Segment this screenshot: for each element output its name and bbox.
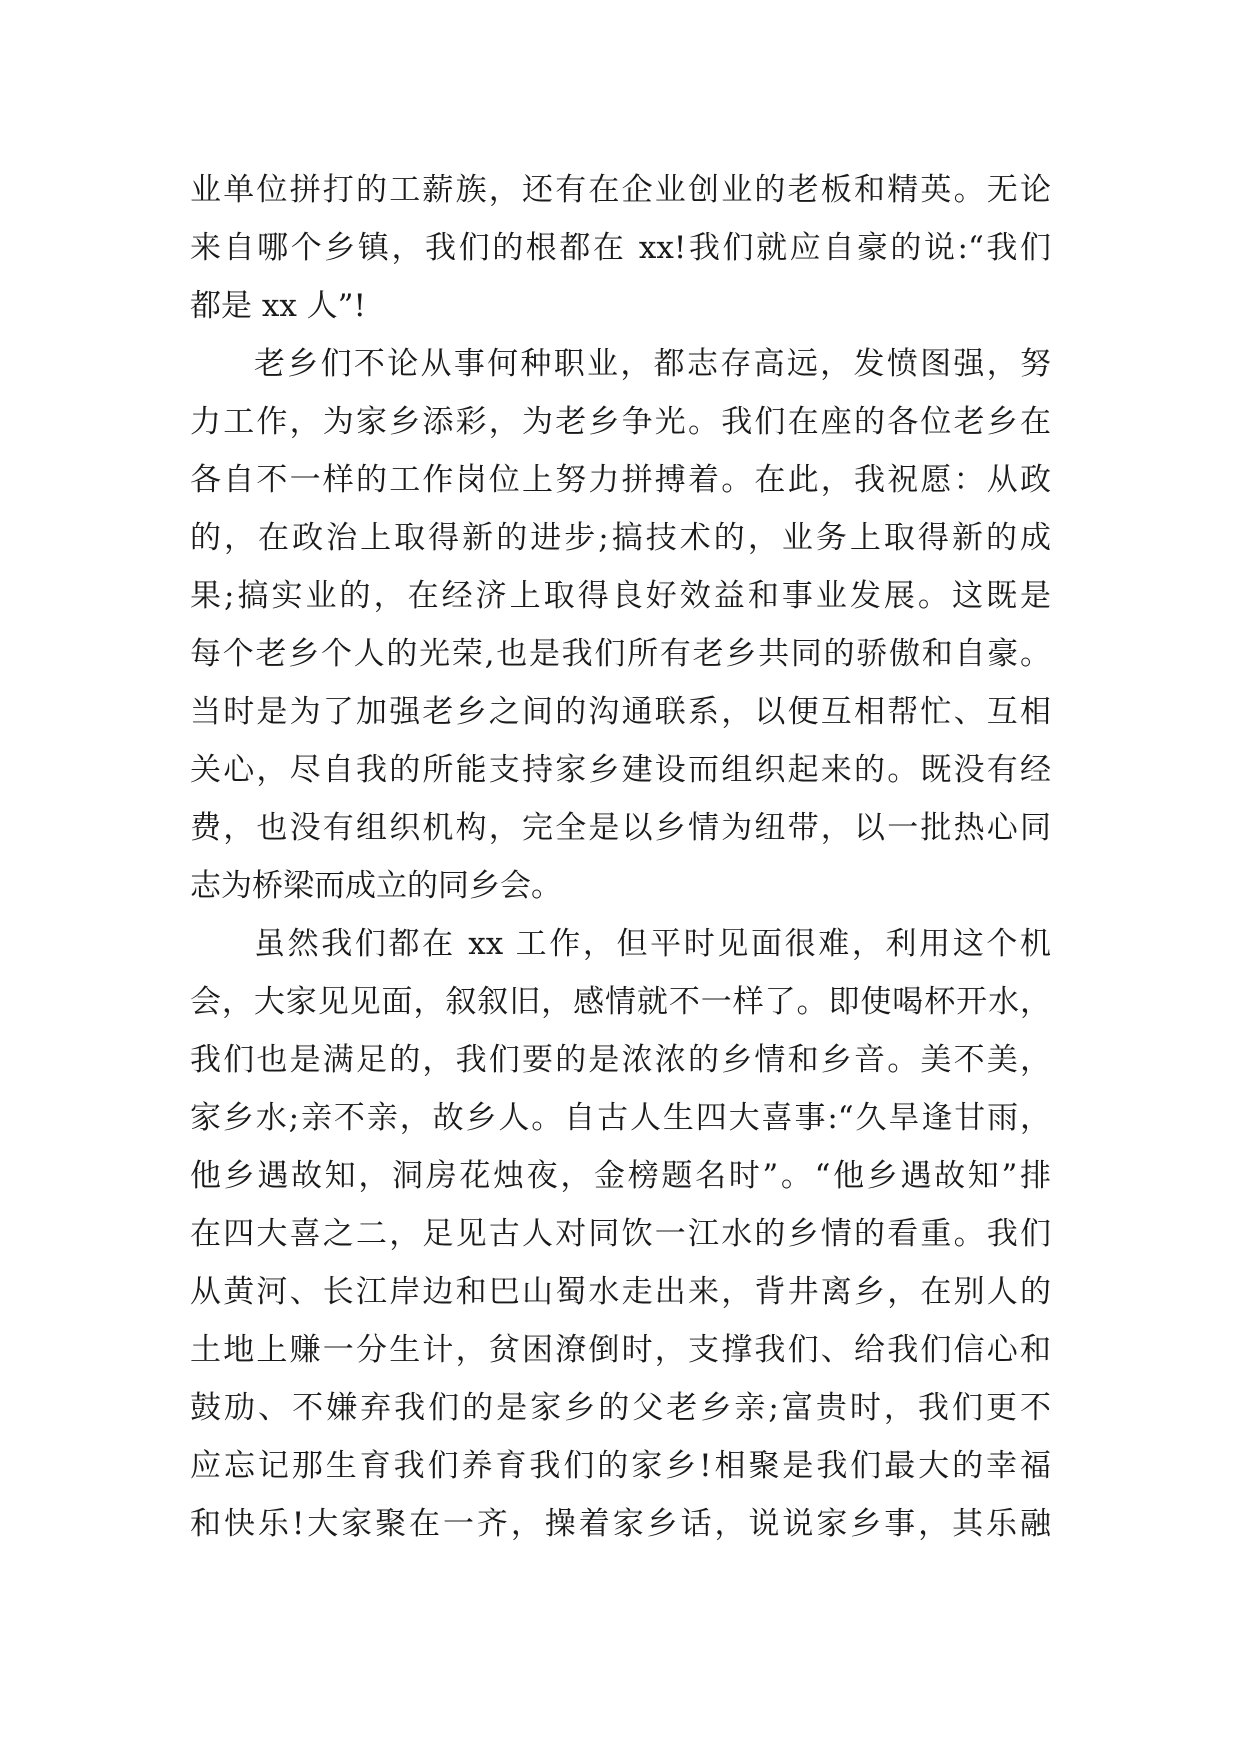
text-line: 各自不一样的工作岗位上努力拼搏着。在此，我祝愿：从政 (190, 462, 1051, 498)
text-line: 土地上赚一分生计，贫困潦倒时，支撑我们、给我们信心和 (190, 1332, 1051, 1368)
text-line: 在四大喜之二，足见古人对同饮一江水的乡情的看重。我们 (190, 1216, 1051, 1252)
paragraph-2 (190, 335, 1051, 915)
text-line: 应忘记那生育我们养育我们的家乡!相聚是我们最大的幸福 (190, 1448, 1051, 1484)
text-line: 老乡们不论从事何种职业，都志存高远，发愤图强，努 (254, 346, 1051, 382)
text-line: 虽然我们都在 xx 工作，但平时见面很难，利用这个机 (254, 926, 1051, 962)
paragraph-1 (190, 161, 1051, 335)
text-line: 的，在政治上取得新的进步;搞技术的，业务上取得新的成 (190, 520, 1051, 556)
paragraph-3 (190, 915, 1051, 1553)
text-line: 和快乐!大家聚在一齐，操着家乡话，说说家乡事，其乐融 (190, 1506, 1051, 1542)
text-line: 都是 xx 人”! (190, 288, 366, 324)
text-line: 果;搞实业的，在经济上取得良好效益和事业发展。这既是 (190, 578, 1051, 614)
text-line: 业单位拼打的工薪族，还有在企业创业的老板和精英。无论 (190, 172, 1051, 208)
text-line: 志为桥梁而成立的同乡会。 (190, 868, 562, 904)
text-line: 每个老乡个人的光荣,也是我们所有老乡共同的骄傲和自豪。 (190, 636, 1051, 672)
text-line: 费，也没有组织机构，完全是以乡情为纽带，以一批热心同 (190, 810, 1051, 846)
text-line: 来自哪个乡镇，我们的根都在 xx!我们就应自豪的说:“我们 (190, 230, 1051, 266)
text-line: 鼓劢、不嫌弃我们的是家乡的父老乡亲;富贵时，我们更不 (190, 1390, 1051, 1426)
text-line: 会，大家见见面，叙叙旧，感情就不一样了。即使喝杯开水， (190, 984, 1051, 1020)
text-line: 他乡遇故知，洞房花烛夜，金榜题名时”。“他乡遇故知”排 (190, 1158, 1051, 1194)
text-line: 家乡水;亲不亲，故乡人。自古人生四大喜事:“久旱逢甘雨， (190, 1100, 1051, 1136)
text-line: 力工作，为家乡添彩，为老乡争光。我们在座的各位老乡在 (190, 404, 1051, 440)
text-line: 从黄河、长江岸边和巴山蜀水走出来，背井离乡，在别人的 (190, 1274, 1051, 1310)
body-text (190, 161, 1051, 1553)
text-line: 我们也是满足的，我们要的是浓浓的乡情和乡音。美不美， (190, 1042, 1051, 1078)
text-line: 关心，尽自我的所能支持家乡建设而组织起来的。既没有经 (190, 752, 1051, 788)
text-line: 当时是为了加强老乡之间的沟通联系，以便互相帮忙、互相 (190, 694, 1051, 730)
